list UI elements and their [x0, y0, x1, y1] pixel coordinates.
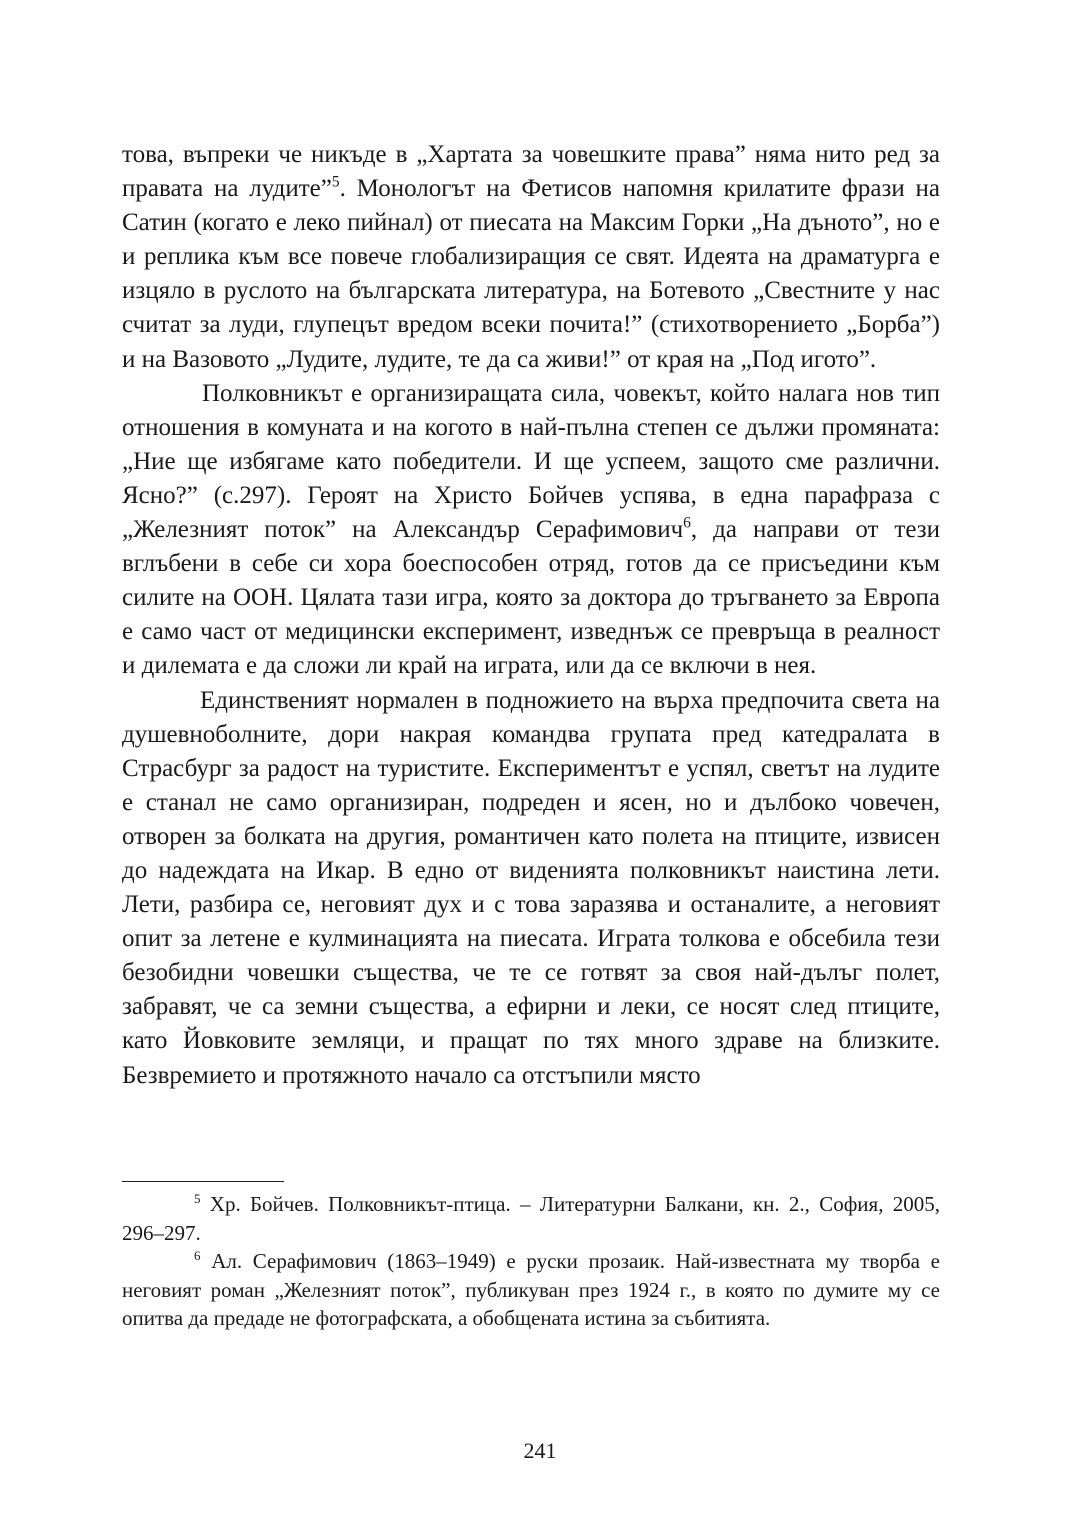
footnote-6: [122, 1247, 940, 1333]
paragraph-continuation: [122, 138, 940, 377]
main-text: [122, 138, 940, 1093]
footnote-ref-5[interactable]: 5: [331, 173, 340, 191]
paragraph-1-text-after: . Монологът на Фетисов напомня крилатите фрази на Сатин (когато е леко пийнал) от пиесата на Максим Горки „На дъното”, но е и реплика към все повече глобализиращия се свят. Идеята на драматурга е изцяло в руслото на българската литература, на Ботевото „Свестните у нас считат за луди, глупецът вредом всеки почита!” (стихотворението „Борба”) и на Вазовото „Лудите, лудите, те да са живи!” от края на „Под игото”.: [122, 175, 940, 373]
footnote-separator: [122, 1181, 284, 1182]
footnote-ref-6[interactable]: 6: [683, 514, 691, 532]
page-number: 241: [523, 1438, 557, 1463]
footnote-6-text: Ал. Серафимович (1863–1949) е руски прозаик. Най-известната му творба е неговият роман „Железният поток”, публикуван през 1924 г., в която по думите му се опитва да предаде не фотографската, а обобщената истина за събитията.: [122, 1249, 940, 1331]
footnote-5: [122, 1190, 940, 1247]
paragraph-2-text-after: , да направи от тези вглъбени в себе си хора боеспособен отряд, готов да се присъедини към силите на ООН. Цялата тази игра, която за доктора до тръгването за Европа е само част от медицински експеримент, изведнъж се превръща в реалност и дилемата е да сложи ли край на играта, или да се включи в нея.: [122, 516, 941, 680]
paragraph-experiment: Единственият нормален в подножието на върха предпочита света на душевноболните, дори накрая командва групата пред катедралата в Страсбург за радост на туристите. Експериментът е успял, светът на лудите е станал не само организиран, подреден и ясен, но и дълбоко човечен, отворен за болката на другия, романтичен като полета на птиците, извисен до надеждата на Икар. В едно от виденията полковникът наистина лети. Лети, разбира се, неговият дух и с това заразява и останалите, а неговият опит за летене е кулминацията на пиесата. Играта толкова е обсебила тези безобидни човешки същества, че те се готвят за своя най-дълъг полет, забравят, че са земни същества, а ефирни и леки, се носят след птиците, като Йовковите земляци, и пращат по тях много здраве на близките. Безвремието и протяжното начало са отстъпили място: [122, 686, 940, 1089]
paragraph-1-text-before: това, въпреки че никъде в „Хартата за човешките права” няма нито ред за правата на лудите”: [122, 141, 940, 203]
footnote-mark-5: 5: [194, 1191, 201, 1206]
paragraph-2-text-before: Полковникът е организиращата сила, човекът, който налага нов тип отношения в комуната и на когото в най-пълна степен се дължи промяната: „Ние ще избягаме като победители. И ще успеем, защото сме различни. Ясно?” (с.297). Героят на Христо Бойчев успява, в една парафраза с „Железният поток” на Александър Серафимович: [122, 379, 940, 544]
footnotes: [122, 1190, 940, 1333]
paragraph-colonel: [122, 377, 940, 684]
footnote-mark-6: 6: [194, 1248, 201, 1264]
footnote-5-text: Хр. Бойчев. Полковникът-птица. – Литературни Балкани, кн. 2., София, 2005, 296–297.: [122, 1192, 940, 1245]
